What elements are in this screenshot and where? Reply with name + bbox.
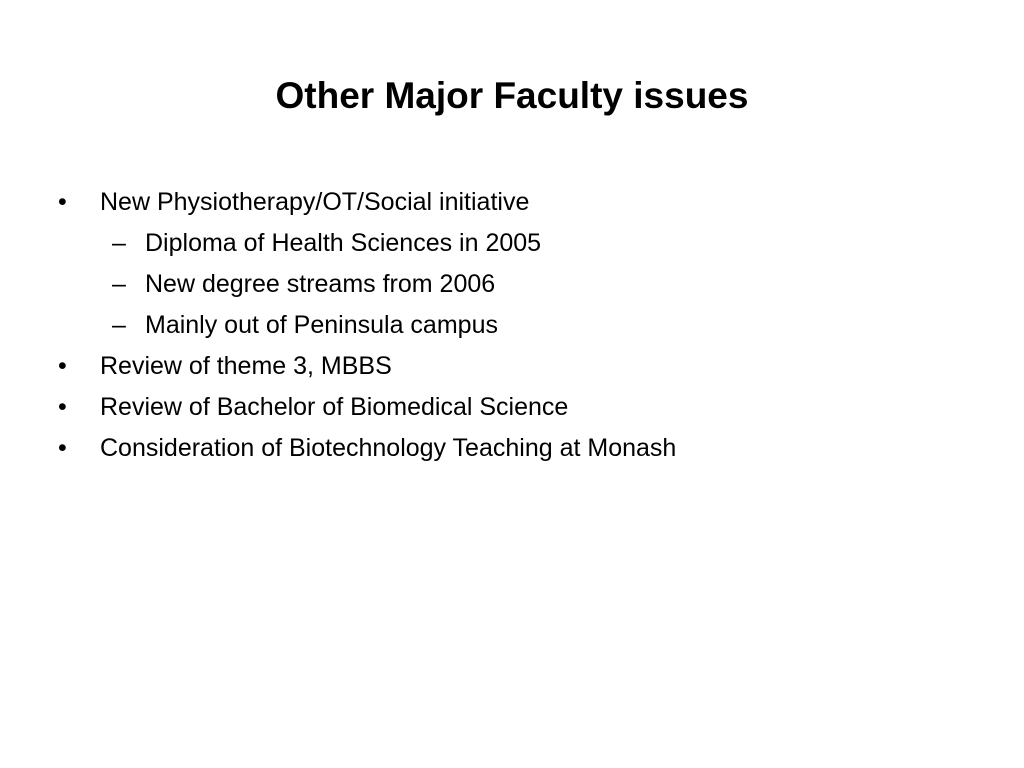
dash-marker: –: [112, 270, 126, 298]
list-item: [58, 387, 978, 428]
sub-list-item: [58, 264, 978, 305]
bullet-marker: •: [58, 352, 67, 380]
list-item-text: Review of theme 3, MBBS: [100, 352, 392, 380]
list-item: [58, 428, 978, 469]
sub-list-item-text: New degree streams from 2006: [145, 270, 496, 298]
list-item-text: Consideration of Biotechnology Teaching at Monash: [100, 434, 677, 462]
list-item: [58, 346, 978, 387]
bullet-marker: •: [58, 393, 67, 421]
dash-marker: –: [112, 311, 126, 339]
bullet-marker: •: [58, 434, 67, 462]
sub-list-item-text: Mainly out of Peninsula campus: [145, 311, 498, 339]
list-item-text: Review of Bachelor of Biomedical Science: [100, 393, 569, 421]
list-item: [58, 182, 978, 223]
sub-list-item-text: Diploma of Health Sciences in 2005: [145, 229, 542, 257]
sub-list-item: [58, 223, 978, 264]
slide-title: Other Major Faculty issues: [275, 75, 749, 116]
sub-list-item: [58, 305, 978, 346]
dash-marker: –: [112, 229, 126, 257]
bullet-list: [58, 182, 978, 469]
bullet-marker: •: [58, 188, 67, 216]
list-item-text: New Physiotherapy/OT/Social initiative: [100, 188, 530, 216]
